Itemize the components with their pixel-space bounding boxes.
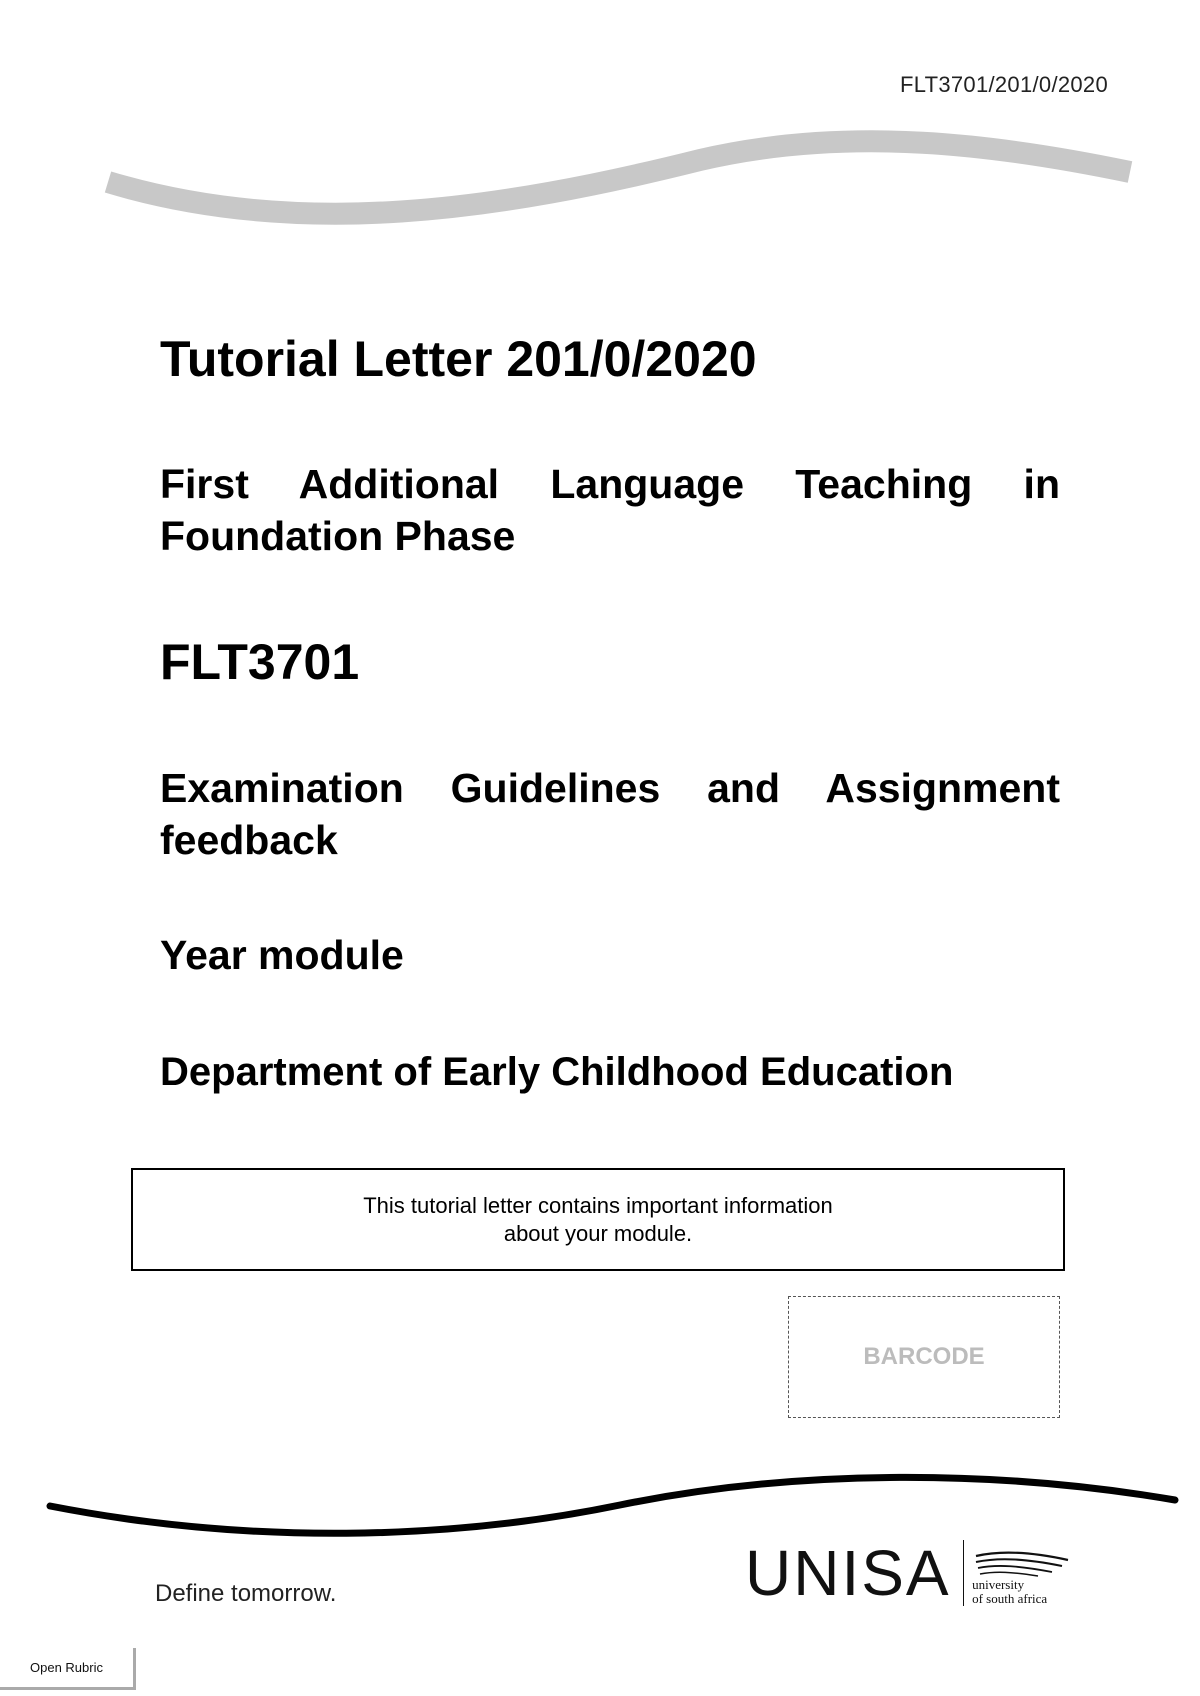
module-code: FLT3701 — [160, 634, 360, 690]
open-rubric-button[interactable] — [0, 1648, 136, 1690]
info-line-1: This tutorial letter contains important information — [363, 1192, 833, 1218]
department-name: Department of Early Childhood Education — [160, 1050, 954, 1094]
barcode-placeholder — [788, 1296, 1060, 1418]
tagline: Define tomorrow. — [155, 1580, 337, 1607]
logo-divider — [963, 1540, 965, 1606]
course-name: First Additional Language Teaching in Foundation Phase — [160, 461, 1060, 559]
open-rubric-label: Open Rubric — [30, 1660, 103, 1675]
letter-type: Examination Guidelines and Assignment feedback — [160, 765, 1060, 863]
important-info-box — [131, 1168, 1065, 1271]
document-code: FLT3701/201/0/2020 — [899, 72, 1108, 97]
unisa-logo — [745, 1538, 1072, 1608]
logo-sub-line-1: university — [972, 1577, 1025, 1592]
module-term: Year module — [160, 932, 404, 978]
tutorial-letter-title: Tutorial Letter 201/0/2020 — [160, 331, 757, 387]
logo-sub-line-2: of south africa — [972, 1591, 1048, 1606]
unisa-wing-icon — [972, 1550, 1072, 1578]
barcode-label: BARCODE — [863, 1343, 985, 1370]
logo-wordmark: UNISA — [745, 1537, 951, 1609]
logo-emblem — [972, 1540, 1072, 1606]
info-line-2: about your module. — [503, 1220, 693, 1246]
